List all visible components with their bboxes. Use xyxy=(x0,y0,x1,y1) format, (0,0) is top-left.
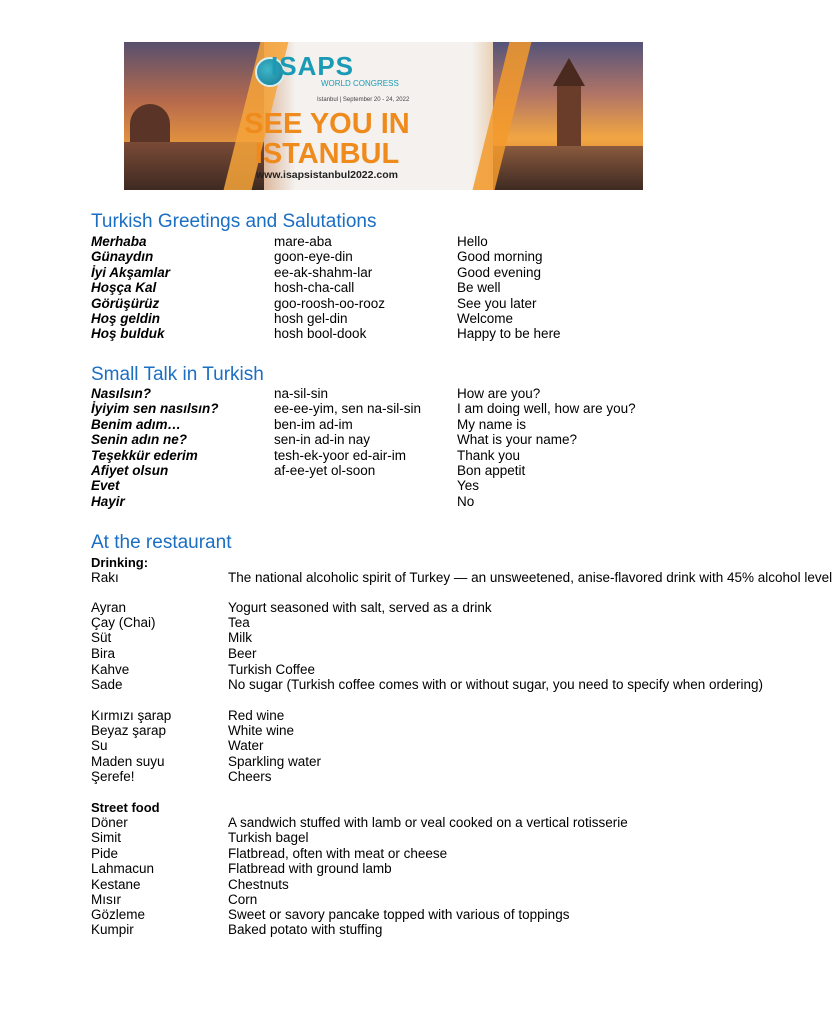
table-row xyxy=(0,723,768,739)
street-food-label: Street food xyxy=(91,800,160,815)
turkish-term: Mısır xyxy=(91,892,121,907)
english-description: Flatbread, often with meat or cheese xyxy=(228,846,448,861)
turkish-phrase: Afiyet olsun xyxy=(91,463,169,478)
pronunciation: tesh-ek-yoor ed-air-im xyxy=(274,447,407,463)
english-meaning: Welcome xyxy=(457,311,514,326)
turkish-phrase: İyi Akşamlar xyxy=(91,264,171,280)
turkish-term: Rakı xyxy=(91,570,119,585)
english-description: No sugar (Turkish coffee comes with or without sugar, you need to specify when ordering) xyxy=(228,677,764,692)
pronunciation: ben-im ad-im xyxy=(274,416,353,432)
english-description: Flatbread with ground lamb xyxy=(228,861,392,876)
turkish-phrase: Merhaba xyxy=(91,234,147,249)
table-row xyxy=(0,907,768,923)
pronunciation: hosh-cha-call xyxy=(274,280,355,296)
headline-line-1: SEE YOU IN xyxy=(244,108,410,140)
table-row xyxy=(0,326,768,342)
turkish-phrase: Hoş bulduk xyxy=(91,326,165,342)
english-description: Cheers xyxy=(228,769,272,784)
turkish-term: Maden suyu xyxy=(91,754,165,769)
congress-dates: Istanbul | September 20 - 24, 2022 xyxy=(317,97,410,103)
english-description: Yogurt seasoned with salt, served as a drink xyxy=(228,600,492,615)
table-row xyxy=(0,265,768,281)
table-row xyxy=(0,738,768,754)
english-meaning: Bon appetit xyxy=(457,463,526,478)
table-row xyxy=(0,494,768,510)
turkish-term: Kumpir xyxy=(91,922,134,937)
turkish-phrase: Hoş geldin xyxy=(91,311,161,326)
table-row xyxy=(0,432,768,448)
city-rooftops-right-image xyxy=(493,146,643,190)
english-description: The national alcoholic spirit of Turkey — an unsweetened, anise-flavored drink with 45% alcohol level xyxy=(228,570,832,585)
english-meaning: Good morning xyxy=(457,249,543,265)
english-meaning: What is your name? xyxy=(457,432,578,448)
table-row xyxy=(0,401,768,417)
english-description: Turkish Coffee xyxy=(228,662,316,677)
turkish-phrase: Hoşça Kal xyxy=(91,280,157,296)
turkish-term: Bira xyxy=(91,646,116,661)
english-meaning: See you later xyxy=(457,295,537,311)
english-meaning: Good evening xyxy=(457,264,542,280)
turkish-term: Beyaz şarap xyxy=(91,723,167,738)
pronunciation: ee-ak-shahm-lar xyxy=(274,264,373,280)
turkish-phrase: Görüşürüz xyxy=(91,295,160,311)
english-meaning: Happy to be here xyxy=(457,326,561,342)
pronunciation: mare-aba xyxy=(274,234,332,249)
isaps-banner xyxy=(124,42,643,190)
table-row xyxy=(0,892,768,908)
english-meaning: Be well xyxy=(457,280,501,296)
galata-tower-roof-image xyxy=(553,58,585,86)
turkish-term: Döner xyxy=(91,815,128,830)
table-row xyxy=(0,754,768,770)
table-row xyxy=(0,249,768,265)
english-meaning: No xyxy=(457,493,475,509)
turkish-phrase: Benim adım… xyxy=(91,416,182,432)
english-meaning: Hello xyxy=(457,234,488,249)
pronunciation: goo-roosh-oo-rooz xyxy=(274,295,386,311)
turkish-term: Simit xyxy=(91,830,121,845)
english-description: Beer xyxy=(228,646,257,661)
turkish-phrase: Hayir xyxy=(91,493,125,509)
english-description: Water xyxy=(228,738,264,753)
turkish-phrase: Teşekkür ederim xyxy=(91,447,198,463)
table-row xyxy=(0,846,768,862)
turkish-term: Pide xyxy=(91,846,119,861)
isaps-logo-text: ISAPS xyxy=(271,51,355,81)
pronunciation: goon-eye-din xyxy=(274,249,353,265)
drinking-label: Drinking: xyxy=(91,555,149,570)
table-row xyxy=(0,646,768,662)
table-row xyxy=(0,478,768,494)
table-row xyxy=(0,296,768,312)
english-meaning: Yes xyxy=(457,478,480,494)
table-row xyxy=(0,769,768,785)
english-description: Baked potato with stuffing xyxy=(228,922,383,937)
english-description: White wine xyxy=(228,723,295,738)
english-meaning: Thank you xyxy=(457,447,521,463)
turkish-phrase: Günaydın xyxy=(91,249,154,265)
restaurant-title: At the restaurant xyxy=(91,532,232,553)
table-row xyxy=(0,861,768,877)
website-url: www.isapsistanbul2022.com xyxy=(256,169,398,181)
turkish-term: Lahmacun xyxy=(91,861,155,876)
english-meaning: My name is xyxy=(457,416,527,432)
english-description: Turkish bagel xyxy=(228,830,309,845)
pronunciation: hosh gel-din xyxy=(274,311,348,326)
table-row xyxy=(0,448,768,464)
smalltalk-title: Small Talk in Turkish xyxy=(91,364,264,385)
turkish-term: Kırmızı şarap xyxy=(91,708,172,723)
pronunciation: na-sil-sin xyxy=(274,386,329,401)
pronunciation: af-ee-yet ol-soon xyxy=(274,463,376,478)
table-row xyxy=(0,600,768,616)
table-row xyxy=(0,280,768,296)
table-row xyxy=(0,630,768,646)
table-row xyxy=(0,311,768,327)
turkish-term: Su xyxy=(91,738,108,753)
english-meaning: How are you? xyxy=(457,386,541,401)
table-row xyxy=(0,677,768,693)
table-row xyxy=(0,830,768,846)
english-description: Sweet or savory pancake topped with various of toppings xyxy=(228,907,570,922)
english-meaning: I am doing well, how are you? xyxy=(457,401,636,417)
turkish-phrase: Senin adın ne? xyxy=(91,432,188,448)
english-description: Sparkling water xyxy=(228,754,322,769)
table-row xyxy=(0,708,768,724)
english-description: A sandwich stuffed with lamb or veal cooked on a vertical rotisserie xyxy=(228,815,628,830)
turkish-term: Süt xyxy=(91,630,112,645)
turkish-term: Kestane xyxy=(91,877,141,892)
table-row xyxy=(0,922,768,938)
turkish-term: Çay (Chai) xyxy=(91,615,156,630)
english-description: Tea xyxy=(228,615,250,630)
english-description: Red wine xyxy=(228,708,285,723)
turkish-term: Şerefe! xyxy=(91,769,135,784)
table-row xyxy=(0,417,768,433)
congress-label: WORLD CONGRESS xyxy=(321,79,399,88)
table-row xyxy=(0,877,768,893)
english-description: Chestnuts xyxy=(228,877,289,892)
turkish-phrase: İyiyim sen nasılsın? xyxy=(91,401,219,417)
turkish-term: Sade xyxy=(91,677,123,692)
pronunciation: hosh bool-dook xyxy=(274,326,367,342)
pronunciation: ee-ee-yim, sen na-sil-sin xyxy=(274,401,422,417)
turkish-phrase: Nasılsın? xyxy=(91,386,152,401)
table-row xyxy=(0,463,768,479)
turkish-term: Gözleme xyxy=(91,907,146,922)
english-description: Milk xyxy=(228,630,252,645)
table-row xyxy=(0,615,768,631)
table-row xyxy=(0,386,768,402)
table-row xyxy=(0,570,832,586)
galata-tower-image xyxy=(557,84,581,154)
turkish-phrase: Evet xyxy=(91,478,120,494)
headline-line-2: ISTANBUL xyxy=(254,138,400,170)
english-description: Corn xyxy=(228,892,258,907)
pronunciation: sen-in ad-in nay xyxy=(274,432,371,448)
table-row xyxy=(0,815,768,831)
turkish-term: Kahve xyxy=(91,662,130,677)
turkish-term: Ayran xyxy=(91,600,127,615)
greetings-title: Turkish Greetings and Salutations xyxy=(91,211,377,232)
table-row xyxy=(0,234,768,250)
table-row xyxy=(0,662,768,678)
